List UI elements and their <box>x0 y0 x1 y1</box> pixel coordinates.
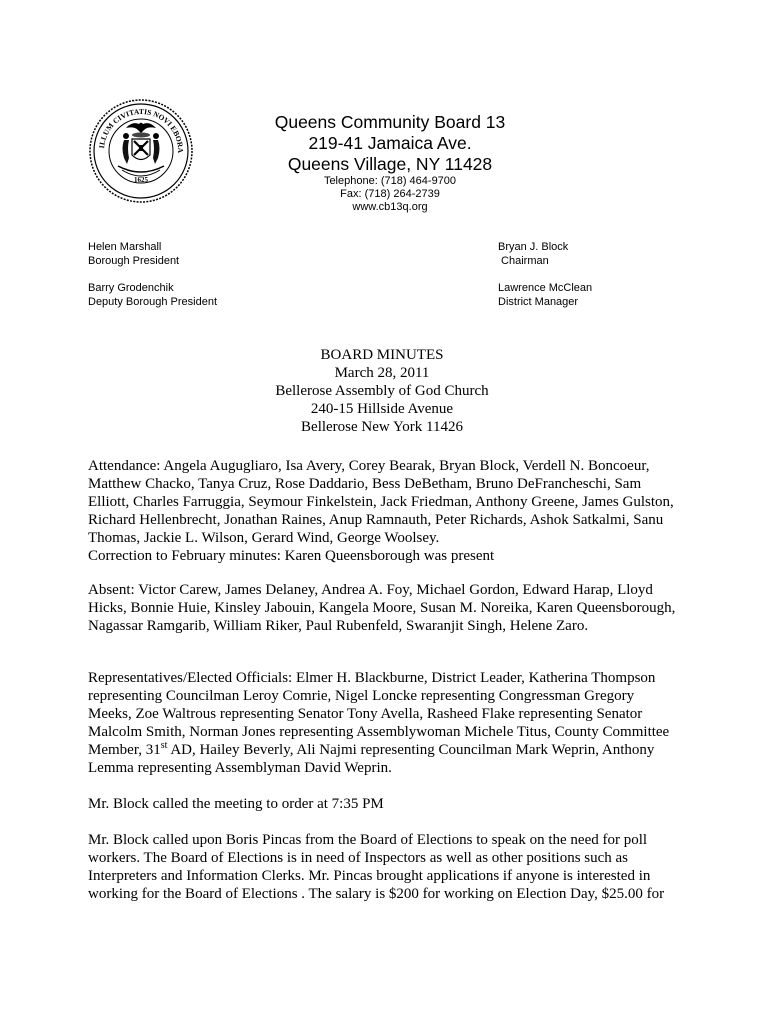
svg-text:SIGILLUM CIVITATIS NOVI EBORAC: ILLUM CIVITATIS NOVI EBORA <box>97 106 186 154</box>
officer-name: Barry Grodenchik <box>88 282 174 294</box>
org-city: Queens Village, NY 11428 <box>287 154 493 174</box>
officer-title: Chairman <box>498 255 549 267</box>
officer-name: Lawrence McClean <box>498 282 593 294</box>
minutes-title: BOARD MINUTES <box>320 347 444 363</box>
minutes-date: March 28, 2011 <box>334 365 430 381</box>
letterhead <box>240 112 540 214</box>
attendance-text: Attendance: Angela Augugliaro, Isa Avery, Corey Bearak, Bryan Block, Verdell N. Boncoeur, Matthew Chacko, Tanya Cruz, Rose Daddario, Bess DeBetham, Bruno DeFrancheschi, Sam Elliott, Charles Farruggia, Seymour Finkelstein, Jack Friedman, Anthony Greene, James Gulston, Richard Hellenbrecht, Jonathan Raines, Anup Ramnauth, Peter Richards, Ashok Satkalmi, Sanu Thomas, Jackie L. Wilson, Gerard Wind, George Woolsey. <box>88 458 674 546</box>
nyc-seal-icon <box>88 98 194 204</box>
representatives-paragraph <box>88 669 676 777</box>
minutes-address: 240-15 Hillside Avenue <box>310 401 454 417</box>
officer-title: Deputy Borough President <box>88 296 218 308</box>
reps-text-1: Representatives/Elected Officials: Elmer H. Blackburne, District Leader, Katherina Thompson representing Councilman Leroy Comrie, Nigel Loncke representing Congressman Gregory Meeks, Zoe Waltrous representing Senator Tony Avella, Rasheed Flake representing Senator Malcolm Smith, Norman Jones representing Assemblywoman Michele Titus, County Committee Member, 31 <box>88 670 670 758</box>
minutes-city: Bellerose New York 11426 <box>301 419 463 435</box>
call-to-order-paragraph: Mr. Block called the meeting to order at 7:35 PM <box>88 796 384 812</box>
officer-title: Borough President <box>88 255 180 267</box>
correction-text: Correction to February minutes: Karen Queensborough was present <box>88 548 495 564</box>
minutes-venue: Bellerose Assembly of God Church <box>275 383 489 399</box>
org-telephone: Telephone: (718) 464-9700 <box>323 175 457 187</box>
officer-name: Bryan J. Block <box>498 241 569 253</box>
board-of-elections-paragraph: Mr. Block called upon Boris Pincas from the Board of Elections to speak on the need for poll workers. The Board of Elections is in need of Inspectors as well as other positions such as Interpreters and Information Clerks. Mr. Pincas brought applications if anyone is interested in working for the Board of Elections . The salary is $200 for working on Election Day, $25.00 for <box>88 832 665 902</box>
officer-title: District Manager <box>498 296 579 308</box>
org-street: 219-41 Jamaica Ave. <box>308 133 472 153</box>
reps-ordinal-suffix: st <box>160 740 168 751</box>
org-website: www.cb13q.org <box>352 201 428 213</box>
officers-left <box>88 240 348 309</box>
org-fax: Fax: (718) 264-2739 <box>340 188 440 200</box>
minutes-header <box>88 346 676 436</box>
absent-paragraph: Absent: Victor Carew, James Delaney, Andrea A. Foy, Michael Gordon, Edward Harap, Lloyd Hicks, Bonnie Huie, Kinsley Jabouin, Kangela Moore, Susan M. Noreika, Karen Queensborough, Nagassar Ramgarib, William Riker, Paul Rubenfeld, Swaranjit Singh, Helene Zaro. <box>88 582 676 634</box>
org-name: Queens Community Board 13 <box>274 112 506 132</box>
attendance-paragraph <box>88 457 676 565</box>
reps-text-2: AD, Hailey Beverly, Ali Najmi representing Councilman Mark Weprin, Anthony Lemma representing Assemblyman David Weprin. <box>88 742 655 776</box>
seal-year: 1625 <box>134 176 148 184</box>
officer-name: Helen Marshall <box>88 241 162 253</box>
officers-right <box>498 240 698 309</box>
